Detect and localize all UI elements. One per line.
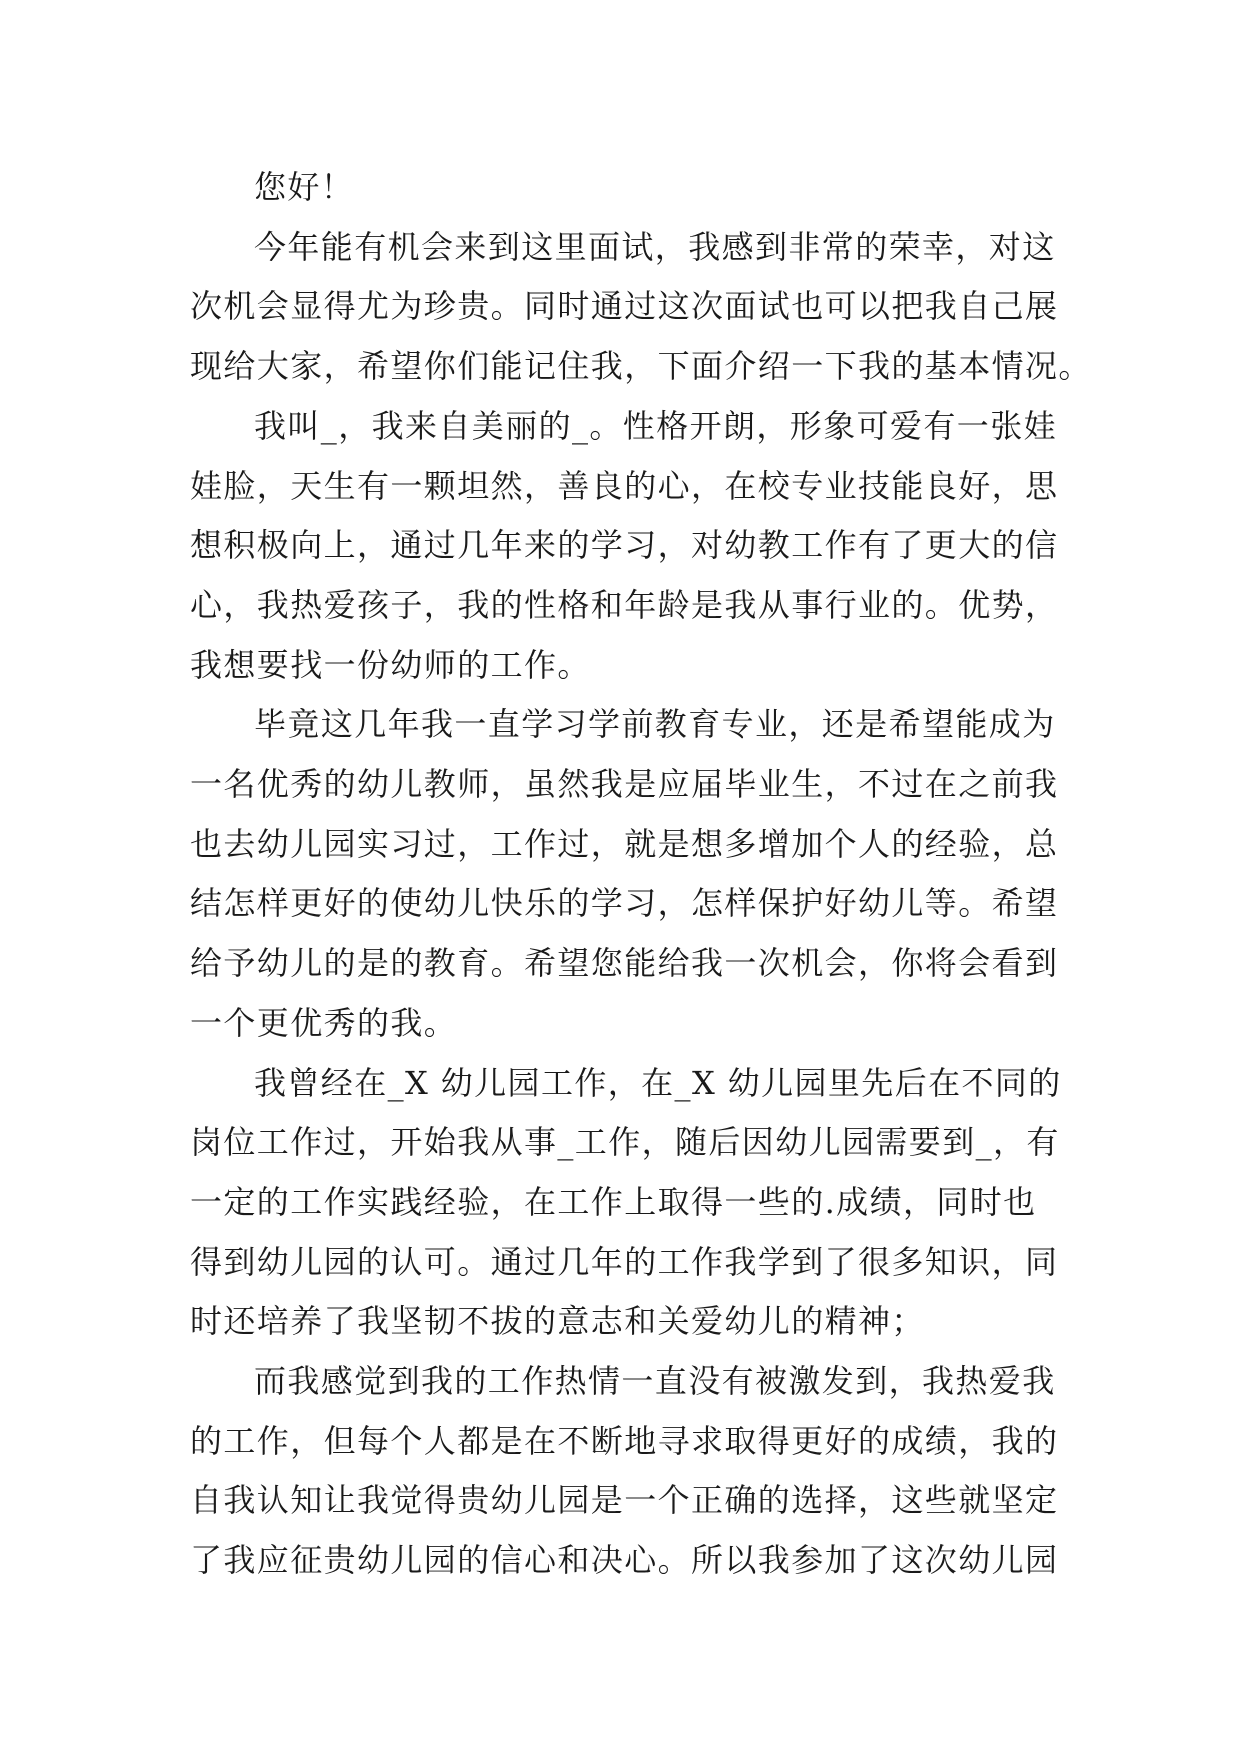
text-line: 今年能有机会来到这里面试，我感到非常的荣幸，对这 <box>254 227 1056 266</box>
text-line: 您好！ <box>254 168 355 206</box>
paragraph-motivation <box>190 1352 1059 1591</box>
text-line: 想积极向上，通过几年来的学习，对幼教工作有了更大的信 <box>190 526 1059 565</box>
text-line: 次机会显得尤为珍贵。同时通过这次面试也可以把我自己展 <box>190 287 1059 326</box>
text-line: 也去幼儿园实习过，工作过，就是想多增加个人的经验，总 <box>190 824 1059 863</box>
text-line: 而我感觉到我的工作热情一直没有被激发到，我热爱我 <box>254 1362 1056 1401</box>
text-line: 给予幼儿的是的教育。希望您能给我一次机会，你将会看到 <box>190 944 1059 983</box>
text-line: 娃脸，天生有一颗坦然，善良的心，在校专业技能良好，思 <box>190 466 1059 505</box>
text-line: 现给大家，希望你们能记住我，下面介绍一下我的基本情况。 <box>190 347 1092 386</box>
text-line: 我叫_，我来自美丽的_。性格开朗，形象可爱有一张娃 <box>254 406 1058 445</box>
text-line: 毕竟这几年我一直学习学前教育专业，还是希望能成为 <box>254 705 1056 744</box>
text-line: 岗位工作过，开始我从事_工作，随后因幼儿园需要到_，有 <box>190 1123 1060 1162</box>
text-line: 的工作，但每个人都是在不断地寻求取得更好的成绩，我的 <box>190 1421 1059 1460</box>
text-line: 一定的工作实践经验，在工作上取得一些的.成绩，同时也 <box>190 1182 1037 1221</box>
text-line: 一名优秀的幼儿教师，虽然我是应届毕业生，不过在之前我 <box>190 765 1059 804</box>
paragraph-greeting <box>190 158 1050 218</box>
text-line: 我想要找一份幼师的工作。 <box>190 645 591 684</box>
text-line: 心，我热爱孩子，我的性格和年龄是我从事行业的。优势， <box>190 585 1059 624</box>
text-line: 时还培养了我坚韧不拔的意志和关爱幼儿的精神； <box>190 1302 925 1341</box>
paragraph-education <box>190 695 1059 1053</box>
text-line: 我曾经在_X 幼儿园工作，在_X 幼儿园里先后在不同的 <box>254 1063 1062 1102</box>
paragraph-experience <box>190 1054 1062 1353</box>
document-body <box>190 158 1092 1591</box>
text-line: 一个更优秀的我。 <box>190 1003 458 1042</box>
text-line: 得到幼儿园的认可。通过几年的工作我学到了很多知识，同 <box>190 1242 1059 1281</box>
text-line: 结怎样更好的使幼儿快乐的学习，怎样保护好幼儿等。希望 <box>190 884 1059 923</box>
text-line: 自我认知让我觉得贵幼儿园是一个正确的选择，这些就坚定 <box>190 1481 1059 1520</box>
text-line: 了我应征贵幼儿园的信心和决心。所以我参加了这次幼儿园 <box>190 1541 1059 1580</box>
paragraph-intro <box>190 218 1092 397</box>
paragraph-self-description <box>190 397 1059 696</box>
